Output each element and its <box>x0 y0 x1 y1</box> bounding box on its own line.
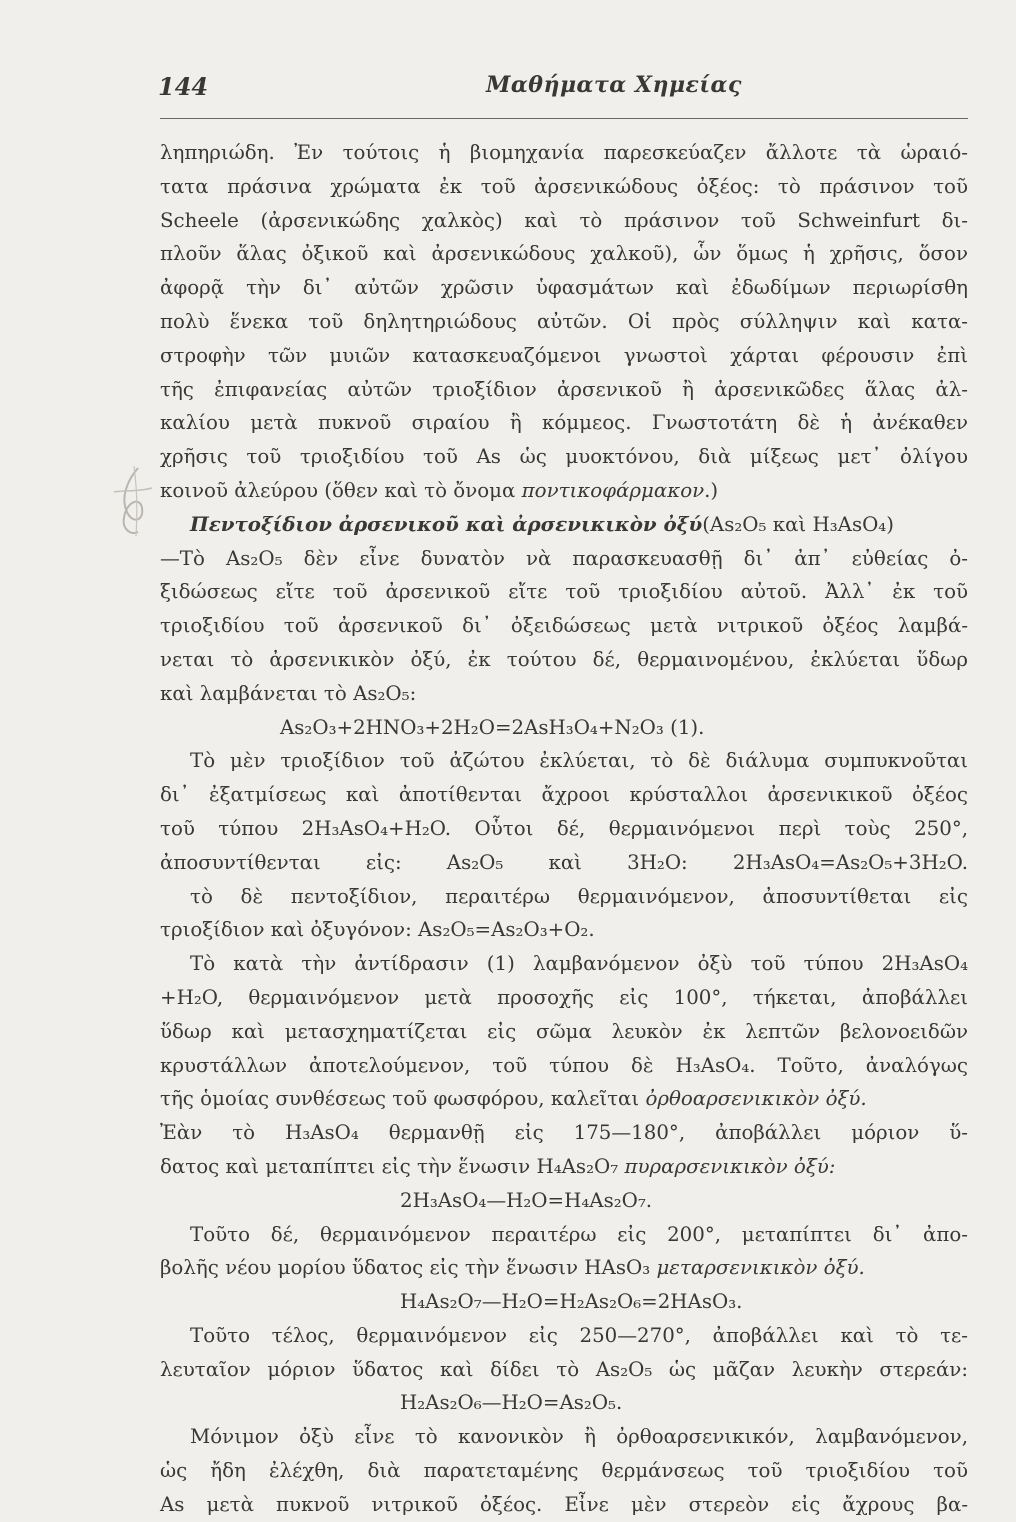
text-line: χρῆσις τοῦ τριοξιδίου τοῦ As ὡς μυοκτόνου, διὰ μίξεως μετ᾿ ὀλίγου <box>160 445 968 469</box>
section-heading: Πεντοξίδιον ἀρσενικοῦ καὶ ἀρσενικικὸν ὀξύ <box>190 511 703 536</box>
text-line <box>160 1150 968 1184</box>
equation: H₄As₂O₇—H₂O=H₂As₂O₆=2HAsO₃. <box>400 1290 743 1314</box>
text-line: λευταῖον μόριον ὕδατος καὶ δίδει τὸ As₂O₅ ὡς μᾶζαν λευκὴν στερεάν: <box>160 1357 968 1381</box>
equation: 2H₃AsO₄—H₂O=H₄As₂O₇. <box>400 1188 653 1212</box>
text-line: κρυστάλλων ἀποτελούμενον, τοῦ τύπου δὲ H₃AsO₄. Τοῦτο, ἀναλόγως <box>160 1053 968 1077</box>
equation: As₂O₃+2HNO₃+2H₂O=2AsH₃O₄+N₂O₃ (1). <box>280 715 705 739</box>
text-line: Τὸ μὲν τριοξίδιον τοῦ ἀζώτου ἐκλύεται, τὸ δὲ διάλυμα συμπυκνοῦται <box>190 749 968 773</box>
text-line: ὕδωρ καὶ μετασχηματίζεται εἰς σῶμα λευκὸν ἐκ λεπτῶν βελονοειδῶν <box>160 1019 968 1043</box>
text-line: Τοῦτο δέ, θερμαινόμενον περαιτέρω εἰς 200°, μεταπίπτει δι᾿ ἀπο- <box>190 1222 968 1246</box>
page-body <box>160 136 968 1522</box>
text-line <box>160 474 968 508</box>
running-title: Μαθήματα Χημείας <box>486 72 742 98</box>
page-header <box>0 72 1016 104</box>
text-span: δατος καὶ μεταπίπτει εἰς τὴν ἕνωσιν H₄As₂O₇ <box>160 1154 625 1178</box>
text-line: τριοξιδίου τοῦ ἀρσενικοῦ δι᾿ ὀξειδώσεως μετὰ νιτρικοῦ ὀξέος λαμβά- <box>160 614 968 638</box>
text-line: As μετὰ πυκνοῦ νιτρικοῦ ὀξέος. Εἶνε μὲν στερεὸν εἰς ἄχρους βα- <box>160 1492 968 1516</box>
text-span: .) <box>704 478 719 502</box>
text-span: τῆς ὁμοίας συνθέσεως τοῦ φωσφόρου, καλεῖται <box>160 1087 646 1111</box>
header-rule <box>160 118 968 119</box>
text-line <box>160 1082 968 1116</box>
text-line: +H₂O, θερμαινόμενον μετὰ προσοχῆς εἰς 100°, τήκεται, ἀποβάλλει <box>160 985 968 1009</box>
text-line: πολὺ ἕνεκα τοῦ δηλητηριώδους αὐτῶν. Οἱ πρὸς σύλληψιν καὶ κατα- <box>160 309 968 333</box>
text-line: δι᾿ ἐξατμίσεως καὶ ἀποτίθενται ἄχροοι κρύσταλλοι ἀρσενικικοῦ ὀξέος <box>160 783 968 807</box>
text-line: τατα πράσινα χρώματα ἐκ τοῦ ἀρσενικώδους ὀξέος: τὸ πράσινον τοῦ <box>160 174 968 198</box>
italic-term: μεταρσενικικὸν ὀξύ. <box>656 1256 865 1280</box>
text-line: τριοξίδιον καὶ ὀξυγόνον: As₂O₅=As₂O₃+O₂. <box>160 918 595 942</box>
text-line: ἀποσυντίθενται εἰς: As₂O₅ καὶ 3H₂O: 2H₃AsO₄=As₂O₅+3H₂O. <box>160 850 968 874</box>
text-span: κοινοῦ ἀλεύρου (ὅθεν καὶ τὸ ὄνομα <box>160 478 522 502</box>
text-line: Τοῦτο τέλος, θερμαινόμενον εἰς 250—270°, ἀποβάλλει καὶ τὸ τε- <box>190 1323 968 1347</box>
handwritten-margin-mark <box>108 462 158 540</box>
text-line: τῆς ἐπιφανείας αὐτῶν τριοξίδιον ἀρσενικοῦ ἢ ἀρσενικῶδες ἅλας ἀλ- <box>160 377 968 401</box>
text-line: ληπηριώδη. Ἐν τούτοις ἡ βιομηχανία παρεσκεύαζεν ἄλλοτε τὰ ὡραιό- <box>160 141 968 164</box>
page-number: 144 <box>158 72 209 101</box>
text-line: ξιδώσεως εἴτε τοῦ ἀρσενικοῦ εἴτε τοῦ τριοξιδίου αὐτοῦ. Ἀλλ᾿ ἐκ τοῦ <box>160 580 968 604</box>
text-line: νεται τὸ ἀρσενικικὸν ὀξύ, ἐκ τούτου δέ, θερμαινομένου, ἐκλύεται ὕδωρ <box>160 647 968 671</box>
italic-term: πυραρσενικικὸν ὀξύ: <box>624 1154 836 1178</box>
text-line: πλοῦν ἅλας ὀξικοῦ καὶ ἀρσενικώδους χαλκοῦ), ὧν ὅμως ἡ χρῆσις, ὅσον <box>160 242 968 266</box>
text-line: Τὸ κατὰ τὴν ἀντίδρασιν (1) λαμβανόμενον ὀξὺ τοῦ τύπου 2H₃AsO₄ <box>190 952 968 976</box>
text-line: Scheele (ἀρσενικώδης χαλκὸς) καὶ τὸ πράσινον τοῦ Schweinfurt δι- <box>160 208 968 232</box>
italic-term: ὀρθοαρσενικικὸν ὀξύ. <box>645 1087 867 1111</box>
text-line: ἀφορᾷ τὴν δι᾿ αὐτῶν χρῶσιν ὑφασμάτων καὶ ἐδωδίμων περιωρίσθη <box>160 276 968 300</box>
section-heading-line <box>160 508 968 542</box>
text-line <box>160 1251 968 1285</box>
text-line: τὸ δὲ πεντοξίδιον, περαιτέρω θερμαινόμενον, ἀποσυντίθεται εἰς <box>190 884 968 908</box>
text-span: βολῆς νέου μορίου ὕδατος εἰς τὴν ἕνωσιν HAsO₃ <box>160 1256 657 1280</box>
section-heading-formula: (As₂O₅ καὶ H₃AsO₄) <box>702 512 894 536</box>
equation: H₂As₂O₆—H₂O=As₂O₅. <box>400 1391 623 1415</box>
text-line: καλίου μετὰ πυκνοῦ σιραίου ἢ κόμμεος. Γνωστοτάτη δὲ ἡ ἀνέκαθεν <box>160 411 968 435</box>
text-line: καὶ λαμβάνεται τὸ As₂O₅: <box>160 681 417 705</box>
italic-term: ποντικοφάρμακον <box>521 478 705 502</box>
text-line: ὡς ἤδη ἐλέχθη, διὰ παρατεταμένης θερμάνσεως τοῦ τριοξιδίου τοῦ <box>160 1459 968 1483</box>
text-line: στροφὴν τῶν μυιῶν κατασκευαζόμενοι γνωστοὶ χάρται φέρουσιν ἐπὶ <box>160 343 968 367</box>
text-line: —Τὸ As₂O₅ δὲν εἶνε δυνατὸν νὰ παρασκευασθῇ δι᾿ ἀπ᾿ εὐθείας ὀ- <box>160 546 968 570</box>
text-line: Μόνιμον ὀξὺ εἶνε τὸ κανονικὸν ἢ ὀρθοαρσενικικόν, λαμβανόμενον, <box>190 1425 968 1449</box>
text-line: τοῦ τύπου 2H₃AsO₄+H₂O. Οὗτοι δέ, θερμαινόμενοι περὶ τοὺς 250°, <box>160 816 968 840</box>
text-line: Ἐὰν τὸ H₃AsO₄ θερμανθῇ εἰς 175—180°, ἀποβάλλει μόριον ὕ- <box>160 1121 968 1145</box>
